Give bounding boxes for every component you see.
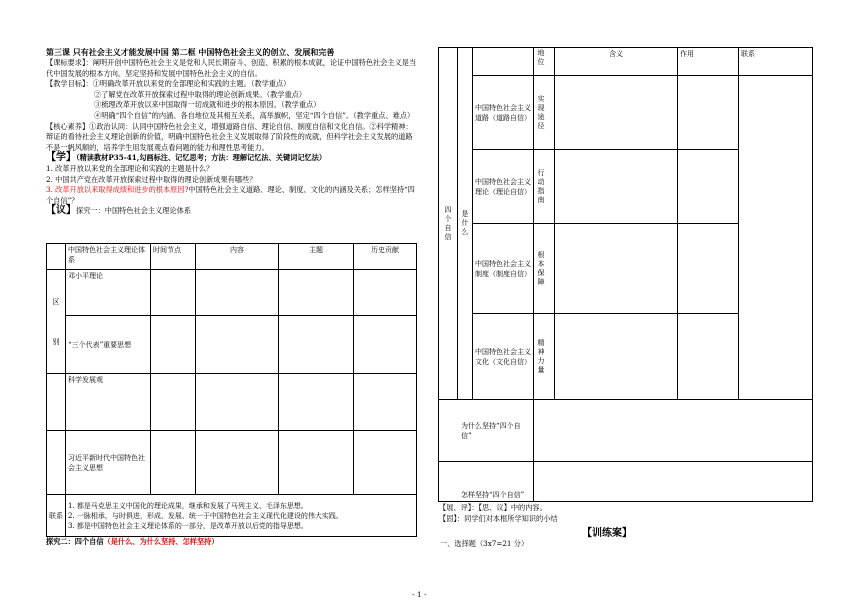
study-section [46,153,418,164]
table1-header-system: 中国特色社会主义理论体系 [66,244,151,270]
table1-header-theme: 主题 [279,244,354,270]
table-cell [196,270,279,316]
choice-heading: 一、选择题（3x7=21 分） [440,539,529,548]
consolidate: 【固】：同学们对本框所学知识的小结 [439,514,558,523]
question-3-red: 3. 改革开放以来取得成绩和进步的根本原因? [46,185,189,195]
question-2: 2. 中国共产党在改革开放探索过程中取得的理论创新成果有哪些？ [46,174,257,184]
table-cell [279,270,354,316]
table-cell [196,374,279,431]
table1-lianxi-content [66,495,417,537]
study-note: （精读教材P35-41,勾画标注、记忆思考；方法：理解记忆法、关键词记忆法） [76,153,327,163]
lianxi-3: 3. 都是中国特色社会主义理论体系的一部分，是改革开放以后党的指导思想。 [68,521,308,530]
exploration-two-label: 探究二：四个自信 [46,537,104,546]
table2-outer-label [439,48,458,400]
table-cell [555,76,678,150]
discuss-text: 探究一：中国特色社会主义理论体系 [76,206,192,216]
table2-row-road-role [534,76,555,150]
teaching-goals-label: 【教学目标】： [46,79,93,89]
table-cell [354,431,417,495]
status-header-text: 地位 [537,49,545,67]
core-literacy: 【核心素养】①政治认同：认同中国特色社会主义，增强道路自信、理论自信、制度自信和文化自信。②科学精神：辩证的看待社会主义理论创新的价值，明确中国特色社会主义发展取得了阶段性的成就，但科学社会主义发展的道路不是一帆风顺的，培养学生用发展观点看问题的能力和理性思考能力。 [46,121,413,152]
table2-row-road: 中国特色社会主义道路（道路自信） [473,76,534,150]
table2-row-culture: 中国特色社会主义文化（文化自信） [473,314,534,400]
table-cell [678,76,739,150]
table-cell [151,270,196,316]
discuss-label: 【议】 [46,205,76,217]
table-cell [196,431,279,495]
table2-how-answer [534,462,813,502]
table-cell [354,270,417,316]
table1-row-deng: 邓小平理论 [66,270,151,316]
table-cell [151,374,196,431]
goal-4: ④明确“四个自信”的内涵、各自地位及其相互关系，高举旗帜，坚定“四个自信”。（教学重点、难点） [94,110,415,120]
table-cell [354,316,417,374]
four-confidences-table [438,47,813,502]
culture-role: 精神力量 [537,338,545,375]
table-cell [151,431,196,495]
table2-header-function: 作用 [678,48,739,76]
table-cell [678,314,739,400]
table2-row-system-role [534,224,555,314]
goal-3: ③梳理改革开放以来中国取得一切成就和进步的根本原因。（教学重点） [94,100,321,110]
table2-shi-label [458,48,473,400]
table2-relation-cell [739,76,813,400]
table1-corner [47,244,66,270]
table2-header-status [534,48,555,76]
table2-why: 为什么坚持“四个自信” [439,400,534,462]
exploration-two [46,537,219,547]
table2-header-blank [473,48,534,76]
table2-row-system: 中国特色社会主义制度（制度自信） [473,224,534,314]
table2-how: 怎样坚持“四个自信” [439,462,534,502]
table1-header-content: 内容 [196,244,279,270]
four-confidences-vertical: 四个自信 [444,205,452,242]
table2-header-relation: 联系 [739,48,813,76]
table1-lianxi-label: 联系 [47,495,66,537]
table2-header-meaning: 含义 [555,48,678,76]
side-char-a: 区 [52,297,60,306]
lesson-title: 第三课 只有社会主义才能发展中国 第二框 中国特色社会主义的创立、发展和完善 [46,47,335,57]
show-evaluate: 【展、评】：【思、议】中的内容。 [439,503,547,512]
system-role: 根本保障 [537,250,545,287]
table-cell [555,150,678,224]
table-cell [196,316,279,374]
goal-1: ①明确改革开放以来党的全部理论和实践的主题。（教学重点） [92,79,291,89]
teaching-goals [46,79,418,90]
shi-vertical: 是什么 [461,210,469,237]
road-role: 实现途径 [537,94,545,131]
table2-why-answer [534,400,813,462]
table1-side-empty [47,374,66,431]
table1-row-scientific: 科学发展观 [66,374,151,431]
table-cell [354,374,417,431]
table-cell [279,316,354,374]
table2-row-theory: 中国特色社会主义理论（理论自信） [473,150,534,224]
curriculum-requirement: 【课标要求】：阐明开创中国特色社会主义是党和人民长期奋斗、创造、积累的根本成就，论证中国特色社会主义是当代中国发展的根本方向。坚定坚持和发展中国特色社会主义的自信。 [46,58,417,78]
table-cell [555,224,678,314]
left-column [46,47,418,217]
side-char-b: 别 [52,337,60,346]
exploration-two-red: （是什么、为什么坚持、怎样坚持） [103,537,219,546]
question-3 [46,185,418,206]
table-cell [279,374,354,431]
right-bottom-notes [439,502,819,524]
lianxi-1: 1. 都是马克思主义中国化的理论成果，继承和发展了马列主义、毛泽东思想。 [68,501,308,510]
table1-row-xi: 习近平新时代中国特色社会主义思想 [66,431,151,495]
lianxi-2: 2. 一脉相承，与时俱进，形成、发展、统一于中国特色社会主义现代化建设的伟大实践。 [68,511,343,520]
table-cell [678,224,739,314]
table1-side-empty [47,431,66,495]
theory-system-table [46,243,417,537]
table2-row-culture-role [534,314,555,400]
table1-header-contribution: 历史贡献 [354,244,417,270]
table-cell [678,150,739,224]
table1-side-a [47,270,66,374]
table-cell [151,316,196,374]
question-1: 1. 改革开放以来党的全部理论和实践的主题是什么？ [46,163,214,173]
table-cell [279,431,354,495]
table1-row-three-represents: “三个代表”重要思想 [66,316,151,374]
study-label: 【学】 [46,152,76,164]
table1-header-time: 时间节点 [151,244,196,270]
table-cell [555,314,678,400]
theory-role: 行动指南 [537,168,545,205]
goal-2: ②了解党在改革开放探索过程中取得的理论创新成果。（教学重点） [94,89,307,99]
question-3-rest: 中国特色社会主义道路、理论、制度、文化的内涵及关系；怎样坚持“四个自信”？ [46,185,415,205]
page-number: - 1 - [412,590,427,599]
table2-row-theory-role [534,150,555,224]
discuss-section [46,206,418,217]
training-heading: 【训练案】 [582,528,632,539]
